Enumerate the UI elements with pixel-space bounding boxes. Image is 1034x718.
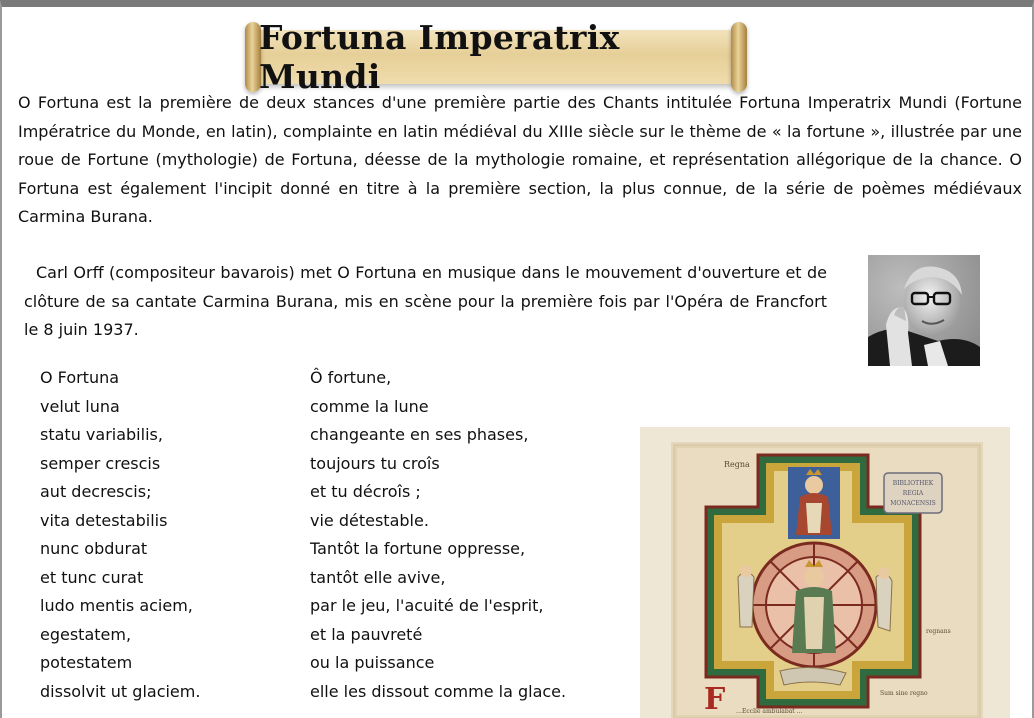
portrait-photo xyxy=(868,255,980,366)
poem-french-line: Ô fortune, xyxy=(310,368,392,387)
stamp-line: REGIA xyxy=(902,490,924,497)
label-sine-regno: Sum sine regno xyxy=(880,690,928,697)
poem-latin-line: semper crescis xyxy=(40,453,161,473)
poem-latin-line: vita detestabilis xyxy=(40,510,168,530)
poem-french-line: changeante en ses phases, xyxy=(310,425,529,444)
poem-french-line: vie détestable. xyxy=(310,510,429,530)
label-regnans: regnans xyxy=(926,628,951,635)
poem-latin-line: statu variabilis, xyxy=(40,425,163,444)
scroll-right-roll xyxy=(731,22,747,92)
poem-latin-column xyxy=(40,364,200,706)
poem-french-line: par le jeu, l'acuité de l'esprit, xyxy=(310,596,544,615)
page-title: Fortuna Imperatrix Mundi xyxy=(259,18,620,96)
manuscript-illustration xyxy=(640,427,1010,718)
poem-latin-line: egestatem, xyxy=(40,624,132,644)
stamp-line: MONACENSIS xyxy=(890,500,936,507)
red-initial: F xyxy=(704,682,726,717)
poem-french-line: et tu décroîs ; xyxy=(310,482,421,501)
poem-latin-line: velut luna xyxy=(40,396,120,416)
orff-paragraph: Carl Orff (compositeur bavarois) met O Fortuna en musique dans le mouvement d'ouverture et de clôture de sa cantate Carmina Burana, mis en scène pour la première fois par l'Opéra de Francfort le 8 juin 1937. xyxy=(24,263,827,340)
poem-latin-line: ludo mentis aciem, xyxy=(40,596,193,615)
poem-french-line: comme la lune xyxy=(310,396,429,416)
poem-latin-line: aut decrescis; xyxy=(40,482,152,501)
poem-latin-line: et tunc curat xyxy=(40,567,144,587)
title-banner xyxy=(243,18,749,96)
label-regna: Regna xyxy=(724,460,750,469)
poem-french-line: tantôt elle avive, xyxy=(310,567,446,587)
wheel-of-fortune-manuscript xyxy=(640,427,1010,718)
poem-french-line: ou la puissance xyxy=(310,653,435,672)
manuscript-caption: …Ecclie ambulabat … xyxy=(736,708,803,715)
poem-latin-line: nunc obdurat xyxy=(40,539,148,558)
intro-paragraph: O Fortuna est la première de deux stances d'une première partie des Chants intitulée Fortuna Imperatrix Mundi (Fortune Impératrice du Monde, en latin), complainte en latin médiéval du XIIIe siècle sur le thème de « la fortune », illustrée par une roue de Fortune (mythologie) de Fortuna, déesse de la mythologie romaine, et représentation allégorique de la chance. O Fortuna est également l'incipit donné en titre à la première section, la plus connue, de la série de poèmes médiévaux Carmina Burana. xyxy=(18,93,1022,227)
poem-french-line: toujours tu croîs xyxy=(310,453,440,473)
poem-latin-line: O Fortuna xyxy=(40,368,120,387)
carl-orff-portrait xyxy=(868,255,980,366)
stamp-line: BIBLIOTHEK xyxy=(892,480,934,487)
poem-latin-line: dissolvit ut glaciem. xyxy=(40,681,201,701)
poem-french-line: Tantôt la fortune oppresse, xyxy=(310,539,526,558)
poem-french-column xyxy=(310,364,566,706)
poem-french-line: elle les dissout comme la glace. xyxy=(310,681,567,701)
poem-latin-line: potestatem xyxy=(40,653,133,672)
poem-french-line: et la pauvreté xyxy=(310,624,423,644)
